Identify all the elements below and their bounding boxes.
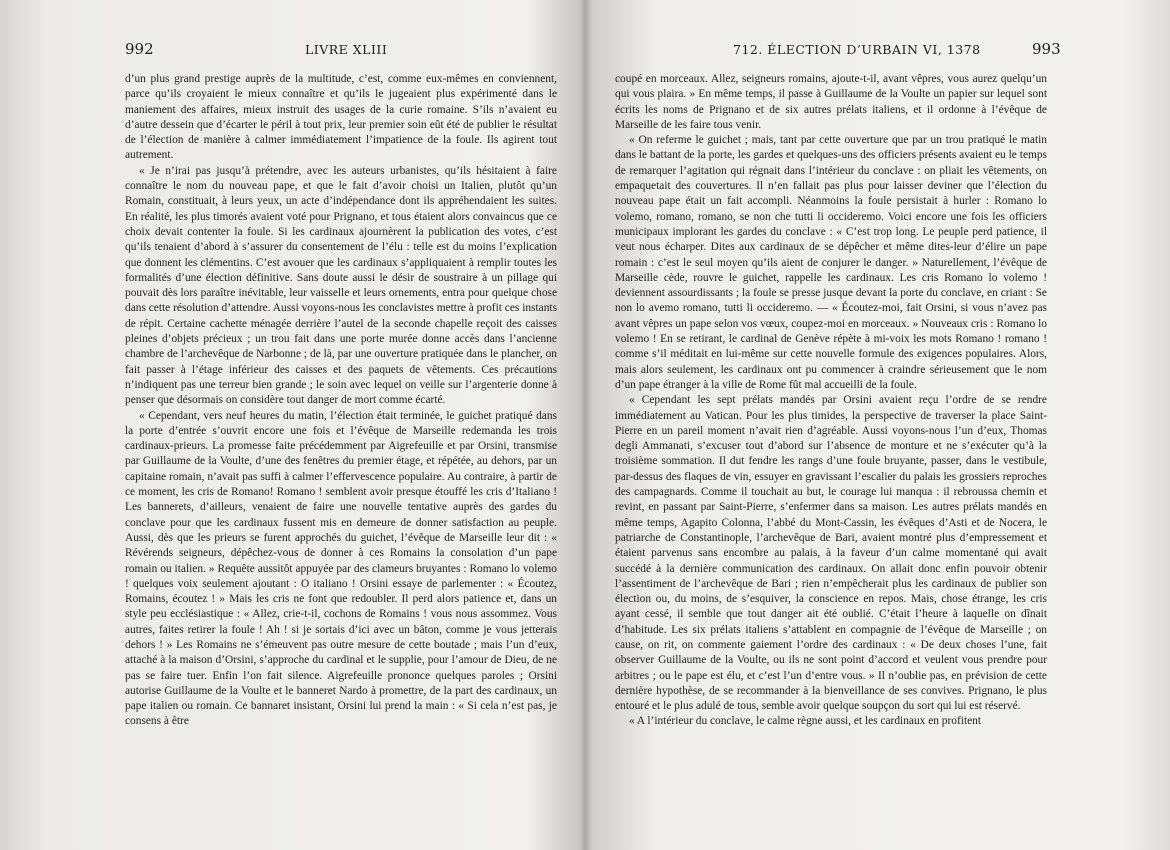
running-head: 712. ÉLECTION D’URBAIN VI, 1378 [733,42,981,57]
paragraph: d’un plus grand prestige auprès de la multitude, c’est, comme eux-mêmes en conviennent, parce qu’ils croyaient le mieux connaître et qu’ils le jugeaient plus expérimenté dans le maniement des affaires, mieux instruit des usages de la curie romaine. S’ils n’avaient eu d’autre dessein que d’écarter le péril à tout prix, leur premier soin eût été de publier le résultat de l’élection de manière à calmer immédiatement l’impatience de la foule. Ils agirent tout autrement. [125,73,557,162]
paragraph: « Cependant les sept prélats mandés par Orsini avaient reçu l’ordre de se rendre immédiatement au Vatican. Pour les plus timides, la perspective de traverser la place Saint-Pierre en un pareil moment n’avait rien d’agréable. Aussi voyons-nous l’un d’eux, Thomas degli Ammanati, s’excuser tout d’abord sur l’absence de monture et ne s’exécuter qu’à la troisième sommation. Il dut fendre les rangs d’une foule bruyante, passer, dans le vestibule, par-dessus des flaques de vin, essuyer en gravissant l’escalier du palais les grossiers reproches des campagnards. Comme il touchait au but, le courage lui manqua : il rebroussa chemin et revint, en passant par Saint-Pierre, s’enfermer dans sa maison. Les autres prélats mandés en même temps, Agapito Colonna, l’abbé du Mont-Cassin, les évêques d’Asti et de Nocera, le patriarche de Constantinople, l’archevêque de Bari, avaient montré plus d’empressement et étaient parvenus sans encombre au palais, à la faveur d’un calme momentané qui avait succédé à la dernière communication des cardinaux. On allait donc enfin pouvoir obtenir l’assentiment de l’archevêque de Bari ; rien n’empêcherait plus les cardinaux de publier son élection ou, du moins, de s’esquiver, la conscience en repos. Mais, chose étrange, les cris ayant cessé, il semble que tout danger ait été oublié. C’était l’heure à laquelle on dînait d’habitude. Les six prélats italiens s’attablent en compagnie de l’évêque de Marseille ; on cause, on rit, on commente gaiement l’ordre des cardinaux : « De deux choses l’une, fait observer Guillaume de la Voulte, ou ils ne sont point d’accord et veulent vous prendre pour arbitres ; ou le pape est élu, et c’est l’un d’entre vous. » Il n’oublie pas, en prévision de cette dernière hypothèse, de se recommander à la bienveillance de ses convives. Prignano, le plus entouré et le plus adulé de tous, semble avoir quelque soupçon du sort qui lui est réservé. [615,394,1047,713]
running-head: LIVRE XLIII [305,42,388,57]
page-number: 993 [1032,40,1061,58]
paragraph: « On referme le guichet ; mais, tant par cette ouverture que par un trou pratiqué le matin dans le battant de la porte, les gardes et quelques-uns des officiers présents avaient eu le temps de remarquer l’agitation qui régnait dans l’intérieur du conclave : on pliait les vêtements, on empaquetait des couvertures. Il n’en fallait pas plus pour laisser deviner que l’élection du nouveau pape était un fait accompli. Néanmoins la foule persistait à hurler : Romano lo volemo, romano, romano, se non che tutti li occideremo. Voici encore une fois les officiers municipaux implorant les gardes du conclave : « C’est trop long. Le peuple perd patience, il veut nous écharper. Dites aux cardinaux de se dépêcher et même dites-leur d’élire un pape romain : c’est le seul moyen qu’ils aient de conjurer le danger. » Naturellement, l’évêque de Marseille cède, rouvre le guichet, rappelle les cardinaux. Les cris Romano lo volemo ! deviennent assourdissants ; la foule se presse jusque devant la porte du conclave, en criant : Se non lo avemo romano, tutti li occideremo. — « Écoutez-moi, fait Orsini, si vous n’avez pas avant vêpres un pape selon vos vœux, coupez-moi en morceaux. » Nouveaux cris : Romano lo volemo ! En se retirant, le cardinal de Genève répète à mi-voix les mots Romano ! romano ! comme s’il méditait en lui-même sur cette nouvelle formule des exigences populaires. Alors, mais alors seulement, les cardinaux ont pu commencer à craindre sérieusement que le nom d’un pape étranger à la ville de Rome fût mal accueilli de la foule. [615,134,1047,391]
paragraph: « Je n’irai pas jusqu’à prétendre, avec les auteurs urbanistes, qu’ils hésitaient à faire connaître le nom du nouveau pape, et que le fait d’avoir choisi un Italien, plutôt qu’un Romain, constituait, à leurs yeux, un acte d’indépendance dont ils appréhendaient les suites. En réalité, les plus timorés avaient voté pour Prignano, et tous étaient alors convaincus que ce choix devait contenter la foule. Si les cardinaux ajournèrent la publication des votes, c’est qu’ils tenaient d’abord à s’assurer du consentement de l’élu : telle est du moins l’explication que donnent les clémentins. C’est avouer que les cardinaux s’appliquaient à remplir toutes les formalités d’une élection définitive. Sans doute aussi le désir de soustraire à un pillage qui pouvait dès lors paraître inévitable, leur vaisselle et leurs ornements, entra pour quelque chose dans cette résolution d’attendre. Aussi voyons-nous les conclavistes mettre à profit ces instants de répit. Certaine cachette ménagée derrière l’autel de la seconde chapelle reçoit des caisses pleines d’objets précieux ; un trou fait dans une porte murée donne accès dans l’ancienne chambre de l’archevêque de Narbonne ; de là, par une ouverture pratiquée dans le plancher, on fait passer à l’étage inférieur des caisses et des paquets de vêtements. Ces précautions n’indiquent pas une terreur bien grande ; le soin avec lequel on veille sur l’argenterie donne à penser que désormais on considère tout danger de mort comme écarté. [125,164,557,407]
paragraph: coupé en morceaux. Allez, seigneurs romains, ajoute-t-il, avant vêpres, vous aurez quelqu’un qui vous plaira. » En même temps, il passe à Guillaume de la Voulte un papier sur lequel sont écrits les noms de Prignano et de six autres prélats italiens, et il ordonne à l’évêque de Marseille de les faire tous venir. [615,73,1047,131]
paragraph: « A l’intérieur du conclave, le calme règne aussi, et les cardinaux en profitent [629,715,982,728]
page-text [615,72,1047,834]
paragraph: « Cependant, vers neuf heures du matin, l’élection était terminée, le guichet pratiqué dans la porte d’entrée s’ouvrit encore une fois et l’évêque de Marseille redemanda les trois cardinaux-prieurs. La promesse faite précédemment par Aigrefeuille et par Orsini, transmise par Guillaume de la Voulte, d’une des fenêtres du premier étage, et répétée, au dehors, par un capitaine romain, n’avait pas suffi à calmer l’effervescence populaire. Au contraire, à partir de ce moment, les cris de Romano! Romano ! semblent avoir presque étouffé les cris d’Italiano ! Les bannerets, d’ailleurs, venaient de faire une nouvelle tentative auprès des gardes du conclave pour que les cardinaux fussent mis en demeure de donner satisfaction au peuple. Aussi, dès que les prieurs se furent approchés du guichet, l’évêque de Marseille leur dit : « Révérends seigneurs, dépêchez-vous de donner à ces Romains la consolation d’un pape romain ou italien. » Requête aussitôt appuyée par des clameurs bruyantes : Romano lo volemo ! quelques voix seulement ajoutant : O italiano ! Orsini essaye de parlementer : « Écoutez, Romains, écoutez ! » Mais les cris ne font que redoubler. Il perd alors patience et, dans un style peu ecclésiastique : « Allez, crie-t-il, cochons de Romains ! vous nous assommez. Vous autres, faites retirer la foule ! Ah ! si je sortais d’ici avec un bâton, comme je vous jetterais dehors ! » Les Romains ne s’émeuvent pas outre mesure de cette boutade ; mais l’un d’eux, attaché à la maison d’Orsini, s’approche du cardinal et le supplie, pour l’amour de Dieu, de ne pas se faire tuer. Enfin l’on fait silence. Aigrefeuille prononce quelques paroles ; Orsini autorise Guillaume de la Voulte et le banneret Nardo à promettre, de la part des cardinaux, un pape italien ou romain. Ce bannaret insistant, Orsini lui prend la main : « Si cela n’est pas, je consens à être [125,409,557,728]
page-text [125,72,557,832]
right-page [585,0,1170,850]
page-number: 992 [125,40,154,58]
